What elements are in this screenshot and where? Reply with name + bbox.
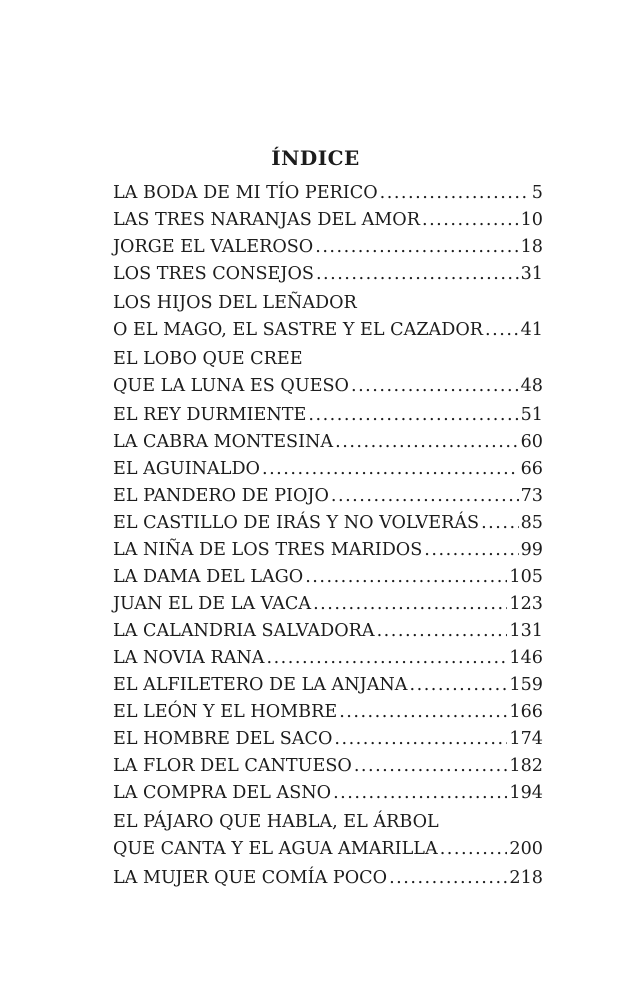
toc-entry-title-line: EL CASTILLO DE IRÁS Y NO VOLVERÁS xyxy=(113,513,480,533)
toc-entry-row xyxy=(113,618,543,645)
toc-entry-title-line: EL ALFILETERO DE LA ANJANA xyxy=(113,675,408,695)
toc-entry-row xyxy=(113,865,543,892)
toc-entry-row xyxy=(113,699,543,726)
toc-entry-title-line: LA BODA DE MI TÍO PERICO xyxy=(113,183,378,203)
toc-entry xyxy=(113,699,543,726)
toc-entry-row xyxy=(113,510,543,537)
toc-entry-row xyxy=(113,483,543,510)
toc-page-number: 41 xyxy=(520,320,543,340)
dot-leader xyxy=(331,483,519,510)
toc-entry xyxy=(113,483,543,510)
dot-leader xyxy=(422,207,519,234)
toc-entry-title-line: LA CALANDRIA SALVADORA xyxy=(113,621,375,641)
toc-entry-title-line: JUAN EL DE LA VACA xyxy=(113,594,312,614)
toc-entry xyxy=(113,726,543,753)
toc-entry-row xyxy=(113,672,543,699)
dot-leader xyxy=(481,510,519,537)
toc-page-number: 31 xyxy=(520,264,543,284)
toc-entry-title-line: QUE CANTA Y EL AGUA AMARILLA xyxy=(113,839,438,859)
toc-entry-title-line: LA MUJER QUE COMÍA POCO xyxy=(113,868,388,888)
dot-leader xyxy=(316,261,519,288)
dot-leader xyxy=(335,429,518,456)
toc-entry xyxy=(113,429,543,456)
toc-entry xyxy=(113,346,543,400)
toc-page-number: 5 xyxy=(531,183,543,203)
toc-entry-title-line: EL PANDERO DE PIOJO xyxy=(113,486,329,506)
dot-leader xyxy=(389,865,507,892)
toc-entry xyxy=(113,290,543,344)
toc-page-number: 48 xyxy=(520,376,543,396)
toc-entry-row xyxy=(113,317,543,344)
toc-entry-title-line: LAS TRES NARANJAS DEL AMOR xyxy=(113,210,420,230)
toc-entry-title-line: LA COMPRA DEL ASNO xyxy=(113,783,332,803)
toc-entry xyxy=(113,510,543,537)
toc-entry-row xyxy=(113,780,543,807)
toc-page-number: 18 xyxy=(520,237,543,257)
toc-page-number: 194 xyxy=(509,783,543,803)
dot-leader xyxy=(339,699,507,726)
toc-entry-row xyxy=(113,836,543,863)
toc-entry-title-line: LOS HIJOS DEL LEÑADOR xyxy=(113,293,357,313)
toc-entry-row xyxy=(113,429,543,456)
toc-entry-title-line: EL PÁJARO QUE HABLA, EL ÁRBOL xyxy=(113,812,439,832)
toc-entry xyxy=(113,564,543,591)
dot-leader xyxy=(267,645,508,672)
toc-page-number: 159 xyxy=(509,675,543,695)
dot-leader xyxy=(333,780,507,807)
toc-page-number: 66 xyxy=(520,459,543,479)
toc-entry-title-line: EL AGUINALDO xyxy=(113,459,260,479)
toc-page-number: 123 xyxy=(509,594,543,614)
toc-page-number: 60 xyxy=(520,432,543,452)
table-of-contents xyxy=(113,180,543,892)
toc-entry xyxy=(113,753,543,780)
toc-entry-title-line: O EL MAGO, EL SASTRE Y EL CAZADOR xyxy=(113,320,484,340)
toc-page-number: 200 xyxy=(509,839,543,859)
toc-page-number: 51 xyxy=(520,405,543,425)
toc-entry xyxy=(113,234,543,261)
dot-leader xyxy=(377,618,508,645)
dot-leader xyxy=(485,317,519,344)
dot-leader xyxy=(354,753,508,780)
dot-leader xyxy=(380,180,530,207)
toc-entry xyxy=(113,180,543,207)
toc-entry-row xyxy=(113,234,543,261)
dot-leader xyxy=(351,373,519,400)
toc-entry-row xyxy=(113,456,543,483)
dot-leader xyxy=(313,591,507,618)
toc-page-number: 10 xyxy=(520,210,543,230)
toc-page-number: 99 xyxy=(520,540,543,560)
toc-entry-title-line: QUE LA LUNA ES QUESO xyxy=(113,376,349,396)
page-title: ÍNDICE xyxy=(271,146,360,170)
toc-entry xyxy=(113,402,543,429)
toc-entry xyxy=(113,672,543,699)
toc-entry-title-line: JORGE EL VALEROSO xyxy=(113,237,314,257)
dot-leader xyxy=(424,537,518,564)
toc-page-number: 174 xyxy=(509,729,543,749)
toc-entry-row xyxy=(113,591,543,618)
toc-page-number: 146 xyxy=(509,648,543,668)
toc-entry xyxy=(113,645,543,672)
toc-entry-row xyxy=(113,180,543,207)
toc-page-number: 105 xyxy=(509,567,543,587)
toc-entry-title-line: LA CABRA MONTESINA xyxy=(113,432,334,452)
toc-entry-title-line: EL HOMBRE DEL SACO xyxy=(113,729,333,749)
toc-entry xyxy=(113,261,543,288)
dot-leader xyxy=(440,836,508,863)
toc-entry-row xyxy=(113,645,543,672)
toc-entry-title-line: LA FLOR DEL CANTUESO xyxy=(113,756,352,776)
toc-page-number: 131 xyxy=(509,621,543,641)
dot-leader xyxy=(262,456,519,483)
dot-leader xyxy=(410,672,508,699)
toc-entry-title-line: EL LOBO QUE CREE xyxy=(113,349,303,369)
toc-entry xyxy=(113,809,543,863)
toc-entry-row xyxy=(113,207,543,234)
toc-page-number: 218 xyxy=(509,868,543,888)
toc-page-number: 182 xyxy=(509,756,543,776)
toc-entry xyxy=(113,865,543,892)
toc-entry xyxy=(113,537,543,564)
toc-entry-title-line: EL REY DURMIENTE xyxy=(113,405,307,425)
dot-leader xyxy=(315,234,518,261)
toc-entry-row xyxy=(113,261,543,288)
toc-entry-row xyxy=(113,564,543,591)
toc-page-number: 85 xyxy=(520,513,543,533)
toc-entry xyxy=(113,618,543,645)
toc-page-number: 166 xyxy=(509,702,543,722)
dot-leader xyxy=(334,726,507,753)
toc-entry xyxy=(113,780,543,807)
toc-entry-title-line: LOS TRES CONSEJOS xyxy=(113,264,314,284)
toc-entry-row xyxy=(113,373,543,400)
toc-entry xyxy=(113,207,543,234)
toc-entry-row xyxy=(113,402,543,429)
toc-entry-title-line: LA NIÑA DE LOS TRES MARIDOS xyxy=(113,540,423,560)
dot-leader xyxy=(305,564,507,591)
toc-entry xyxy=(113,591,543,618)
toc-entry-title-line: LA DAMA DEL LAGO xyxy=(113,567,304,587)
toc-entry-title-line: EL LEÓN Y EL HOMBRE xyxy=(113,702,338,722)
toc-entry xyxy=(113,456,543,483)
dot-leader xyxy=(308,402,518,429)
toc-entry-title-line: LA NOVIA RANA xyxy=(113,648,265,668)
toc-entry-row xyxy=(113,753,543,780)
toc-page-number: 73 xyxy=(520,486,543,506)
toc-entry-row xyxy=(113,537,543,564)
toc-entry-row xyxy=(113,726,543,753)
